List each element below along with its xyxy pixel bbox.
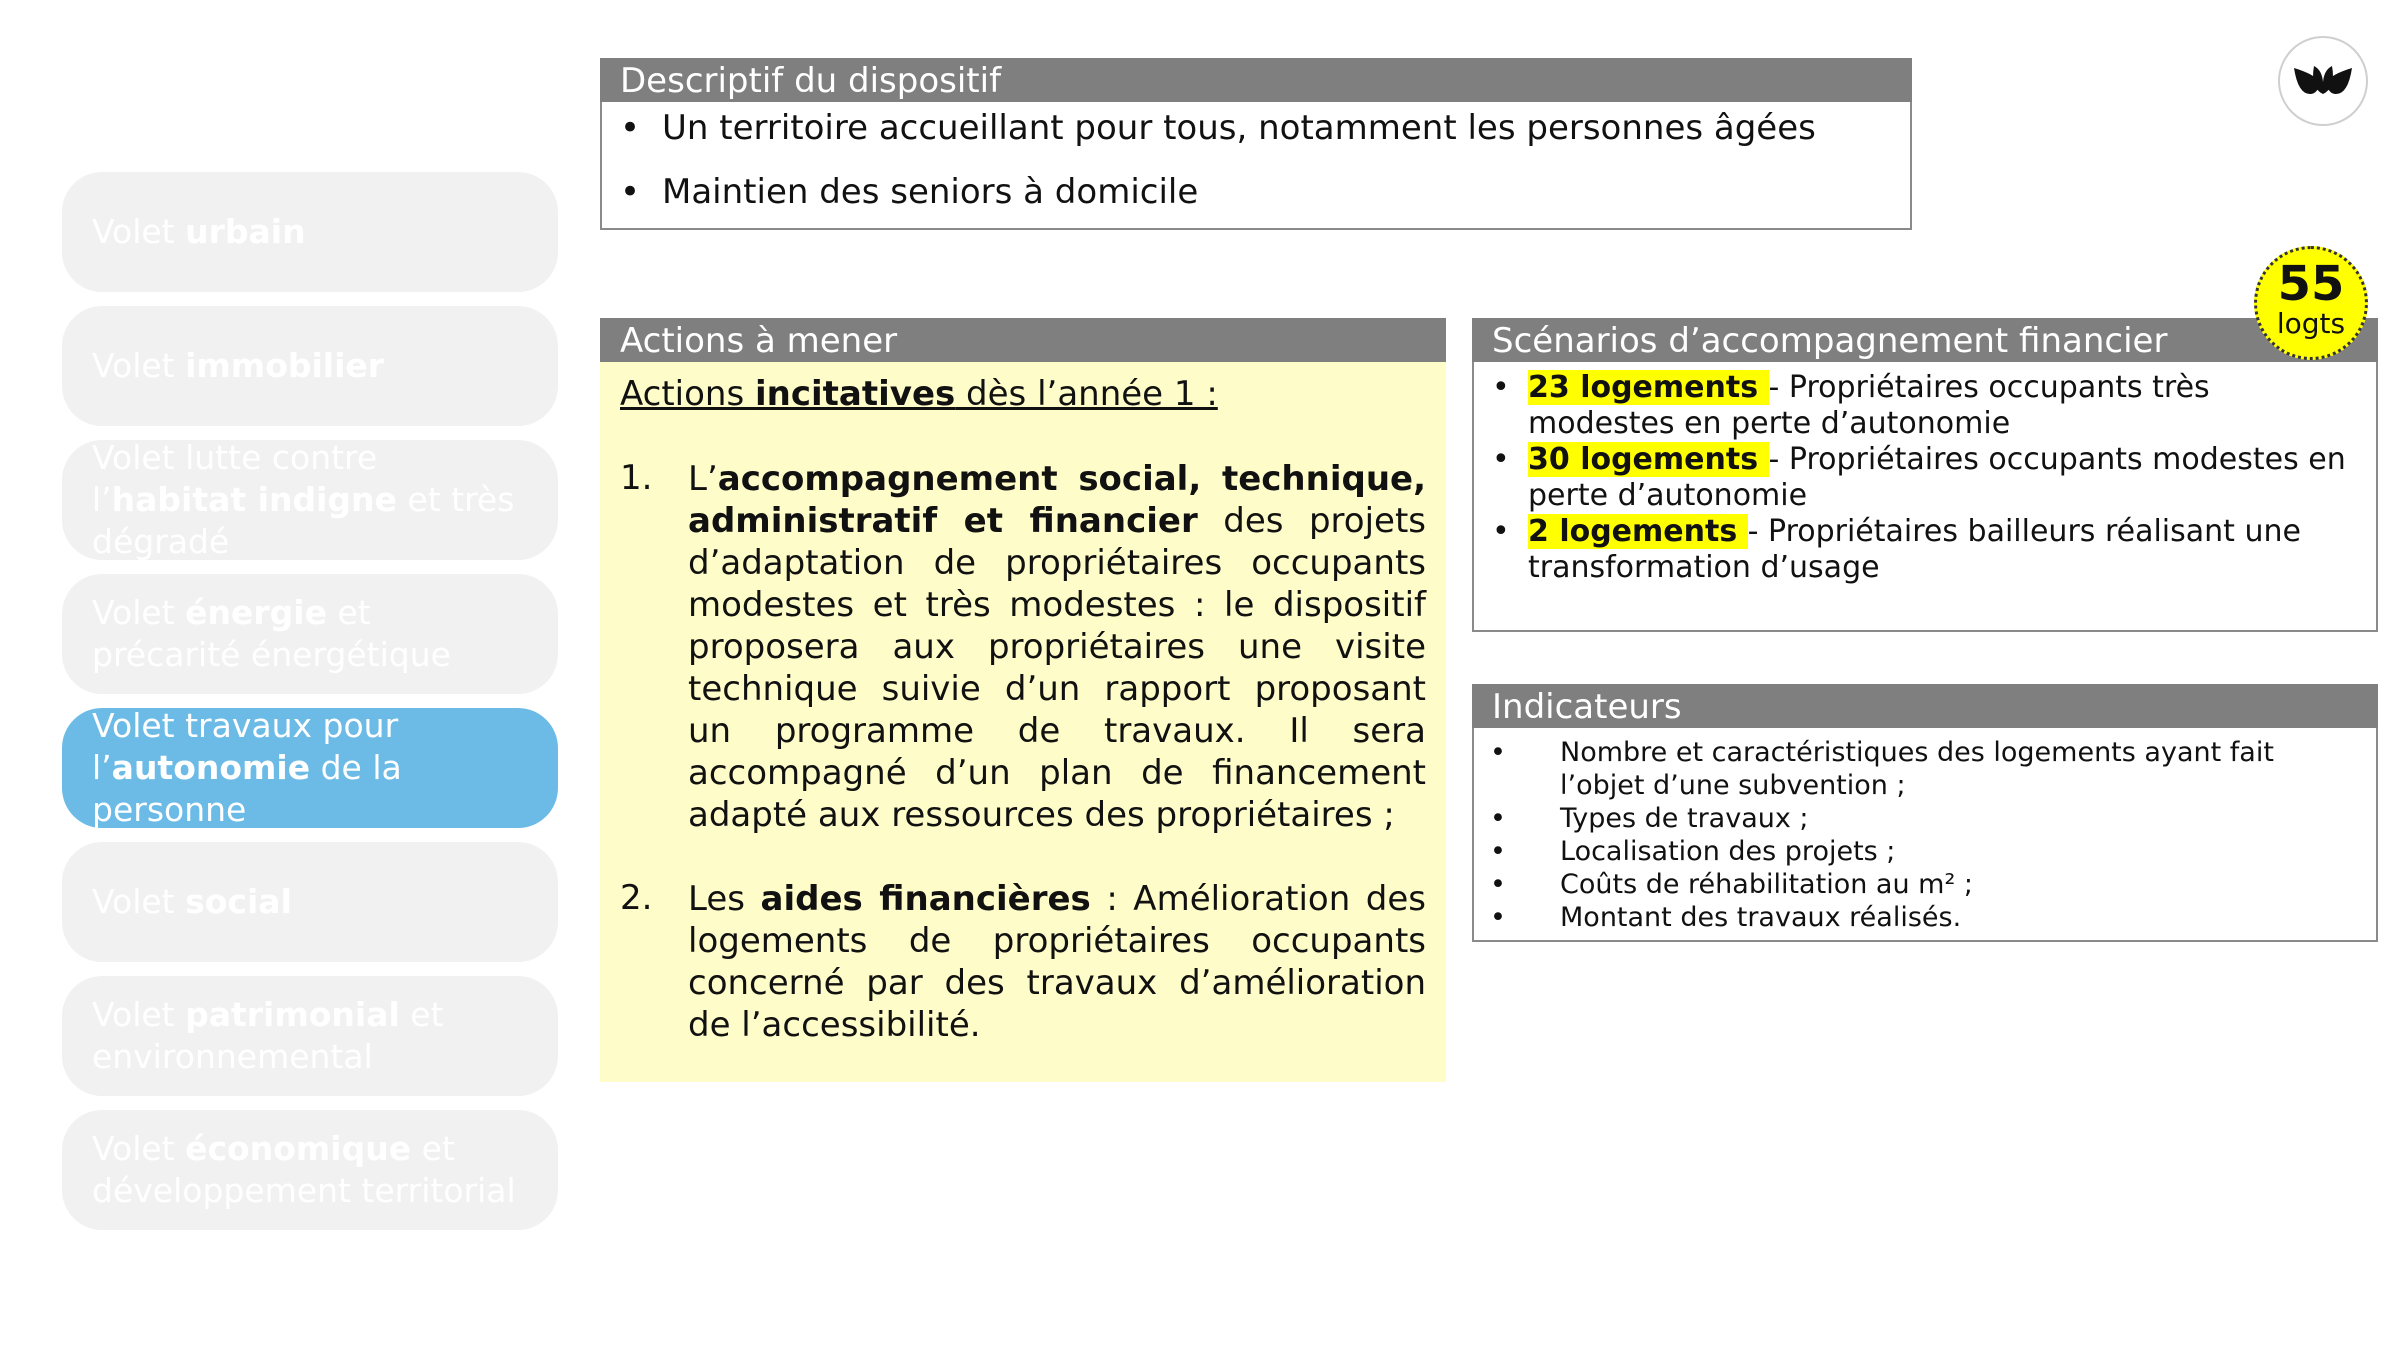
list-item: • Types de travaux ;: [1560, 802, 2360, 835]
badge-label: logts: [2276, 307, 2346, 340]
list-item: • 2 logements - Propriétaires bailleurs réalisant une transformation d’usage: [1528, 514, 2348, 586]
sidebar-item-label: Volet travaux pour l’autonomie de la personne: [92, 706, 402, 829]
sidebar-item-label: Volet lutte contre l’habitat indigne et très dégradé: [92, 438, 515, 561]
sidebar-item-autonomie[interactable]: [62, 708, 558, 828]
brand-logo-icon: [2278, 36, 2368, 126]
actions-panel: [600, 318, 1446, 1082]
sidebar-item-label: Volet énergie et précarité énergétique: [92, 593, 451, 674]
list-item: • 23 logements - Propriétaires occupants très modestes en perte d’autonomie: [1528, 370, 2348, 442]
actions-item-number: 2.: [620, 878, 653, 918]
scenarios-title: Scénarios d’accompagnement financier: [1472, 318, 2378, 362]
list-item: • Un territoire accueillant pour tous, notamment les personnes âgées: [662, 108, 1816, 148]
actions-item-text: Les aides financières : Amélioration des logements de propriétaires occupants concerné par des travaux d’amélioration de l’accessibilité.: [688, 879, 1426, 1045]
sidebar-item-immobilier[interactable]: [62, 306, 558, 426]
sidebar-item-label: Volet urbain: [92, 212, 306, 251]
sidebar-item-label: Volet social: [92, 882, 292, 921]
list-item: • Montant des travaux réalisés.: [1560, 901, 2360, 934]
sidebar-item-label: Volet économique et développement territorial: [92, 1129, 516, 1210]
list-item: • Coûts de réhabilitation au m² ;: [1560, 868, 2360, 901]
list-item: • Localisation des projets ;: [1560, 835, 2360, 868]
sidebar-item-energie[interactable]: [62, 574, 558, 694]
indicateurs-title: Indicateurs: [1472, 684, 2378, 728]
sidebar-item-habitat-indigne[interactable]: [62, 440, 558, 560]
sidebar-item-label: Volet patrimonial et environnemental: [92, 995, 444, 1076]
descriptif-panel: [600, 58, 1912, 230]
sidebar-item-urbain[interactable]: [62, 172, 558, 292]
badge-number: 55: [2277, 256, 2345, 312]
actions-intro: Actions incitatives dès l’année 1 :: [620, 374, 1218, 414]
actions-item-text: L’accompagnement social, technique, administratif et financier des projets d’adaptation de propriétaires occupants modestes et très modestes : le dispositif proposera aux propriétaires une visite technique suivie d’un rapport proposant un programme de travaux. Il sera accompagné d’un plan de financement adapté aux ressources des propriétaires ;: [688, 459, 1426, 835]
actions-title: Actions à mener: [600, 318, 1446, 362]
descriptif-title: Descriptif du dispositif: [600, 58, 1912, 102]
count-badge: [2254, 246, 2368, 360]
sidebar-item-label: Volet immobilier: [92, 346, 385, 385]
list-item: • Maintien des seniors à domicile: [662, 172, 1198, 212]
scenarios-panel: [1472, 318, 2378, 632]
indicateurs-panel: [1472, 684, 2378, 942]
sidebar-item-social[interactable]: [62, 842, 558, 962]
sidebar-item-economique[interactable]: [62, 1110, 558, 1230]
list-item: • Nombre et caractéristiques des logements ayant fait l’objet d’une subvention ;: [1560, 736, 2360, 802]
sidebar-item-patrimonial[interactable]: [62, 976, 558, 1096]
list-item: • 30 logements - Propriétaires occupants modestes en perte d’autonomie: [1528, 442, 2348, 514]
actions-body: [600, 362, 1446, 1082]
actions-item-number: 1.: [620, 458, 653, 498]
